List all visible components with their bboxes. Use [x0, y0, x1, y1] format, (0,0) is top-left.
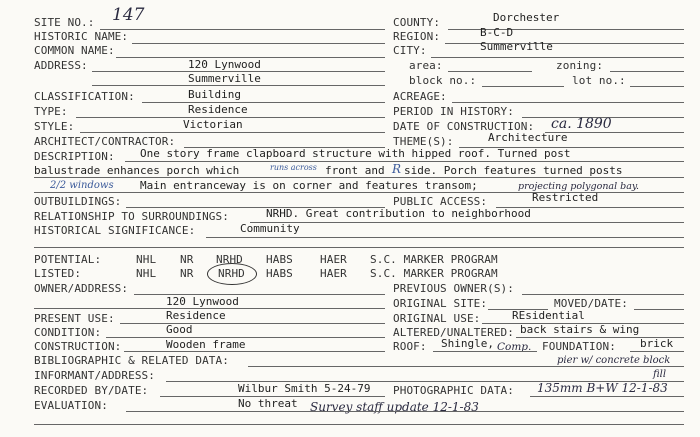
altered-label: ALTERED/UNALTERED:	[393, 326, 515, 339]
recorded-label: RECORDED BY/DATE:	[34, 384, 149, 397]
roof-hw: Comp.	[497, 341, 532, 353]
lot-label: lot no.:	[572, 74, 626, 87]
informant-label: INFORMANT/ADDRESS:	[34, 369, 156, 382]
altered-value: back stairs & wing	[520, 323, 640, 336]
evaluation-label: EVALUATION:	[34, 399, 108, 412]
architect-label: ARCHITECT/CONTRACTOR:	[34, 135, 176, 148]
description-line2c: side. Porch features turned posts	[404, 164, 623, 177]
potential-nrhd: NRHD	[216, 253, 243, 266]
description-bay: projecting polygonal bay.	[518, 181, 640, 192]
description-label: DESCRIPTION:	[34, 150, 115, 163]
outbuildings-label: OUTBUILDINGS:	[34, 195, 122, 208]
evaluation-value: No threat	[238, 397, 298, 410]
area-line	[448, 71, 532, 72]
region-label: REGION:	[393, 30, 441, 43]
city-line	[431, 57, 684, 58]
public-access-label: PUBLIC ACCESS:	[393, 195, 488, 208]
city-value: Summerville	[480, 40, 553, 53]
bibliographic-label: BIBLIOGRAPHIC & RELATED DATA:	[34, 354, 229, 367]
region-value: B-C-D	[480, 26, 514, 39]
photographic-value: 135mm B+W 12-1-83	[537, 381, 668, 395]
roof-label: ROOF:	[393, 340, 427, 353]
listed-haer: HAER	[320, 267, 347, 280]
original-use-value: REsidential	[512, 309, 585, 322]
county-value: Dorchester	[493, 11, 560, 24]
description-line2b: front and	[325, 164, 385, 177]
construction-value: Wooden frame	[166, 338, 246, 351]
historical-significance-value: Community	[240, 222, 300, 235]
photographic-line	[530, 396, 684, 397]
construction-line	[124, 351, 385, 352]
acreage-line	[452, 102, 684, 103]
potential-haer: HAER	[320, 253, 347, 266]
historic-name-line	[132, 43, 385, 44]
common-name-label: COMMON NAME:	[34, 44, 115, 57]
block-label: block no.:	[409, 74, 477, 87]
evaluation-extra-line	[34, 424, 684, 425]
themes-label: THEME(S):	[393, 135, 454, 148]
foundation-hw1: pier w/ concrete block	[557, 355, 671, 366]
previous-owner-line	[522, 294, 684, 295]
description-windows: 2/2 windows	[50, 180, 114, 191]
original-use-label: ORIGINAL USE:	[393, 312, 481, 325]
classification-label: CLASSIFICATION:	[34, 90, 135, 103]
description-insert: runs across	[270, 163, 317, 172]
relationship-label: RELATIONSHIP TO SURROUNDINGS:	[34, 210, 229, 223]
description-line1-rule	[125, 161, 684, 162]
owner-value: 120 Lynwood	[166, 295, 239, 308]
listed-nrhd: NRHD	[218, 267, 245, 280]
moved-date-label: MOVED/DATE:	[554, 297, 628, 310]
address-line2: Summerville	[188, 72, 261, 85]
public-access-value: Restricted	[532, 191, 599, 204]
listed-sc-marker: S.C. MARKER PROGRAM	[370, 267, 498, 280]
condition-value: Good	[166, 323, 193, 336]
classification-line	[142, 102, 385, 103]
relationship-value: NRHD. Great contribution to neighborhood	[266, 207, 531, 220]
historical-significance-extra-line	[34, 247, 684, 248]
style-line	[80, 132, 385, 133]
description-line2a: balustrade enhances porch which	[34, 164, 240, 177]
potential-nr: NR	[180, 253, 194, 266]
classification-value: Building	[188, 88, 241, 101]
listed-label: LISTED:	[34, 267, 82, 280]
present-use-label: PRESENT USE:	[34, 312, 115, 325]
owner-label: OWNER/ADDRESS:	[34, 282, 129, 295]
lot-line	[630, 86, 684, 87]
zoning-label: zoning:	[556, 59, 604, 72]
date-construction-value: ca. 1890	[551, 116, 612, 132]
recorded-value: Wilbur Smith 5-24-79	[238, 382, 371, 395]
construction-label: CONSTRUCTION:	[34, 340, 122, 353]
condition-line	[106, 337, 385, 338]
foundation-label: FOUNDATION:	[542, 340, 616, 353]
condition-label: CONDITION:	[34, 326, 102, 339]
evaluation-line	[126, 411, 684, 412]
nrhd-circle-mark	[207, 263, 257, 285]
block-line	[482, 86, 564, 87]
potential-label: POTENTIAL:	[34, 253, 102, 266]
historic-name-label: HISTORIC NAME:	[34, 30, 129, 43]
moved-date-line	[634, 309, 684, 310]
listed-nhl: NHL	[136, 267, 157, 280]
site-no-label: SITE NO.:	[34, 16, 95, 29]
address-label: ADDRESS:	[34, 59, 88, 72]
description-line1: One story frame clapboard structure with hipped roof. Turned post	[140, 147, 571, 160]
historical-significance-label: HISTORICAL SIGNIFICANCE:	[34, 224, 196, 237]
site-no-line	[100, 29, 385, 30]
photographic-label: PHOTOGRAPHIC DATA:	[393, 384, 515, 397]
period-label: PERIOD IN HISTORY:	[393, 105, 515, 118]
foundation-hw2: fill	[653, 369, 667, 380]
style-value: Victorian	[183, 118, 243, 131]
description-line3a: Main entranceway is on corner and features transom;	[140, 179, 478, 192]
acreage-label: ACREAGE:	[393, 90, 447, 103]
zoning-line	[610, 71, 684, 72]
site-no-value: 147	[112, 5, 145, 25]
area-label: area:	[409, 59, 443, 72]
foundation-value: brick	[640, 337, 674, 350]
present-use-value: Residence	[166, 309, 226, 322]
listed-nr: NR	[180, 267, 194, 280]
date-construction-label: DATE OF CONSTRUCTION:	[393, 120, 535, 133]
foundation-line	[630, 351, 684, 352]
county-label: COUNTY:	[393, 16, 441, 29]
potential-sc-marker: S.C. MARKER PROGRAM	[370, 253, 498, 266]
description-line2-rule	[34, 177, 684, 178]
potential-habs: HABS	[266, 253, 293, 266]
historical-significance-line	[206, 237, 684, 238]
style-label: STYLE:	[34, 120, 75, 133]
listed-habs: HABS	[266, 267, 293, 280]
description-insert-k: R	[392, 162, 402, 176]
address-line2-rule	[92, 85, 385, 86]
relationship-line	[250, 222, 684, 223]
address-line1: 120 Lynwood	[188, 58, 261, 71]
city-label: CITY:	[393, 44, 427, 57]
type-label: TYPE:	[34, 105, 68, 118]
previous-owner-label: PREVIOUS OWNER(S):	[393, 282, 515, 295]
present-use-line	[120, 323, 385, 324]
type-value: Residence	[188, 103, 248, 116]
roof-line	[433, 351, 537, 352]
roof-value: Shingle,	[441, 337, 494, 350]
original-site-label: ORIGINAL SITE:	[393, 297, 488, 310]
evaluation-hw: Survey staff update 12-1-83	[310, 400, 479, 414]
potential-nhl: NHL	[136, 253, 157, 266]
themes-value: Architecture	[488, 131, 568, 144]
